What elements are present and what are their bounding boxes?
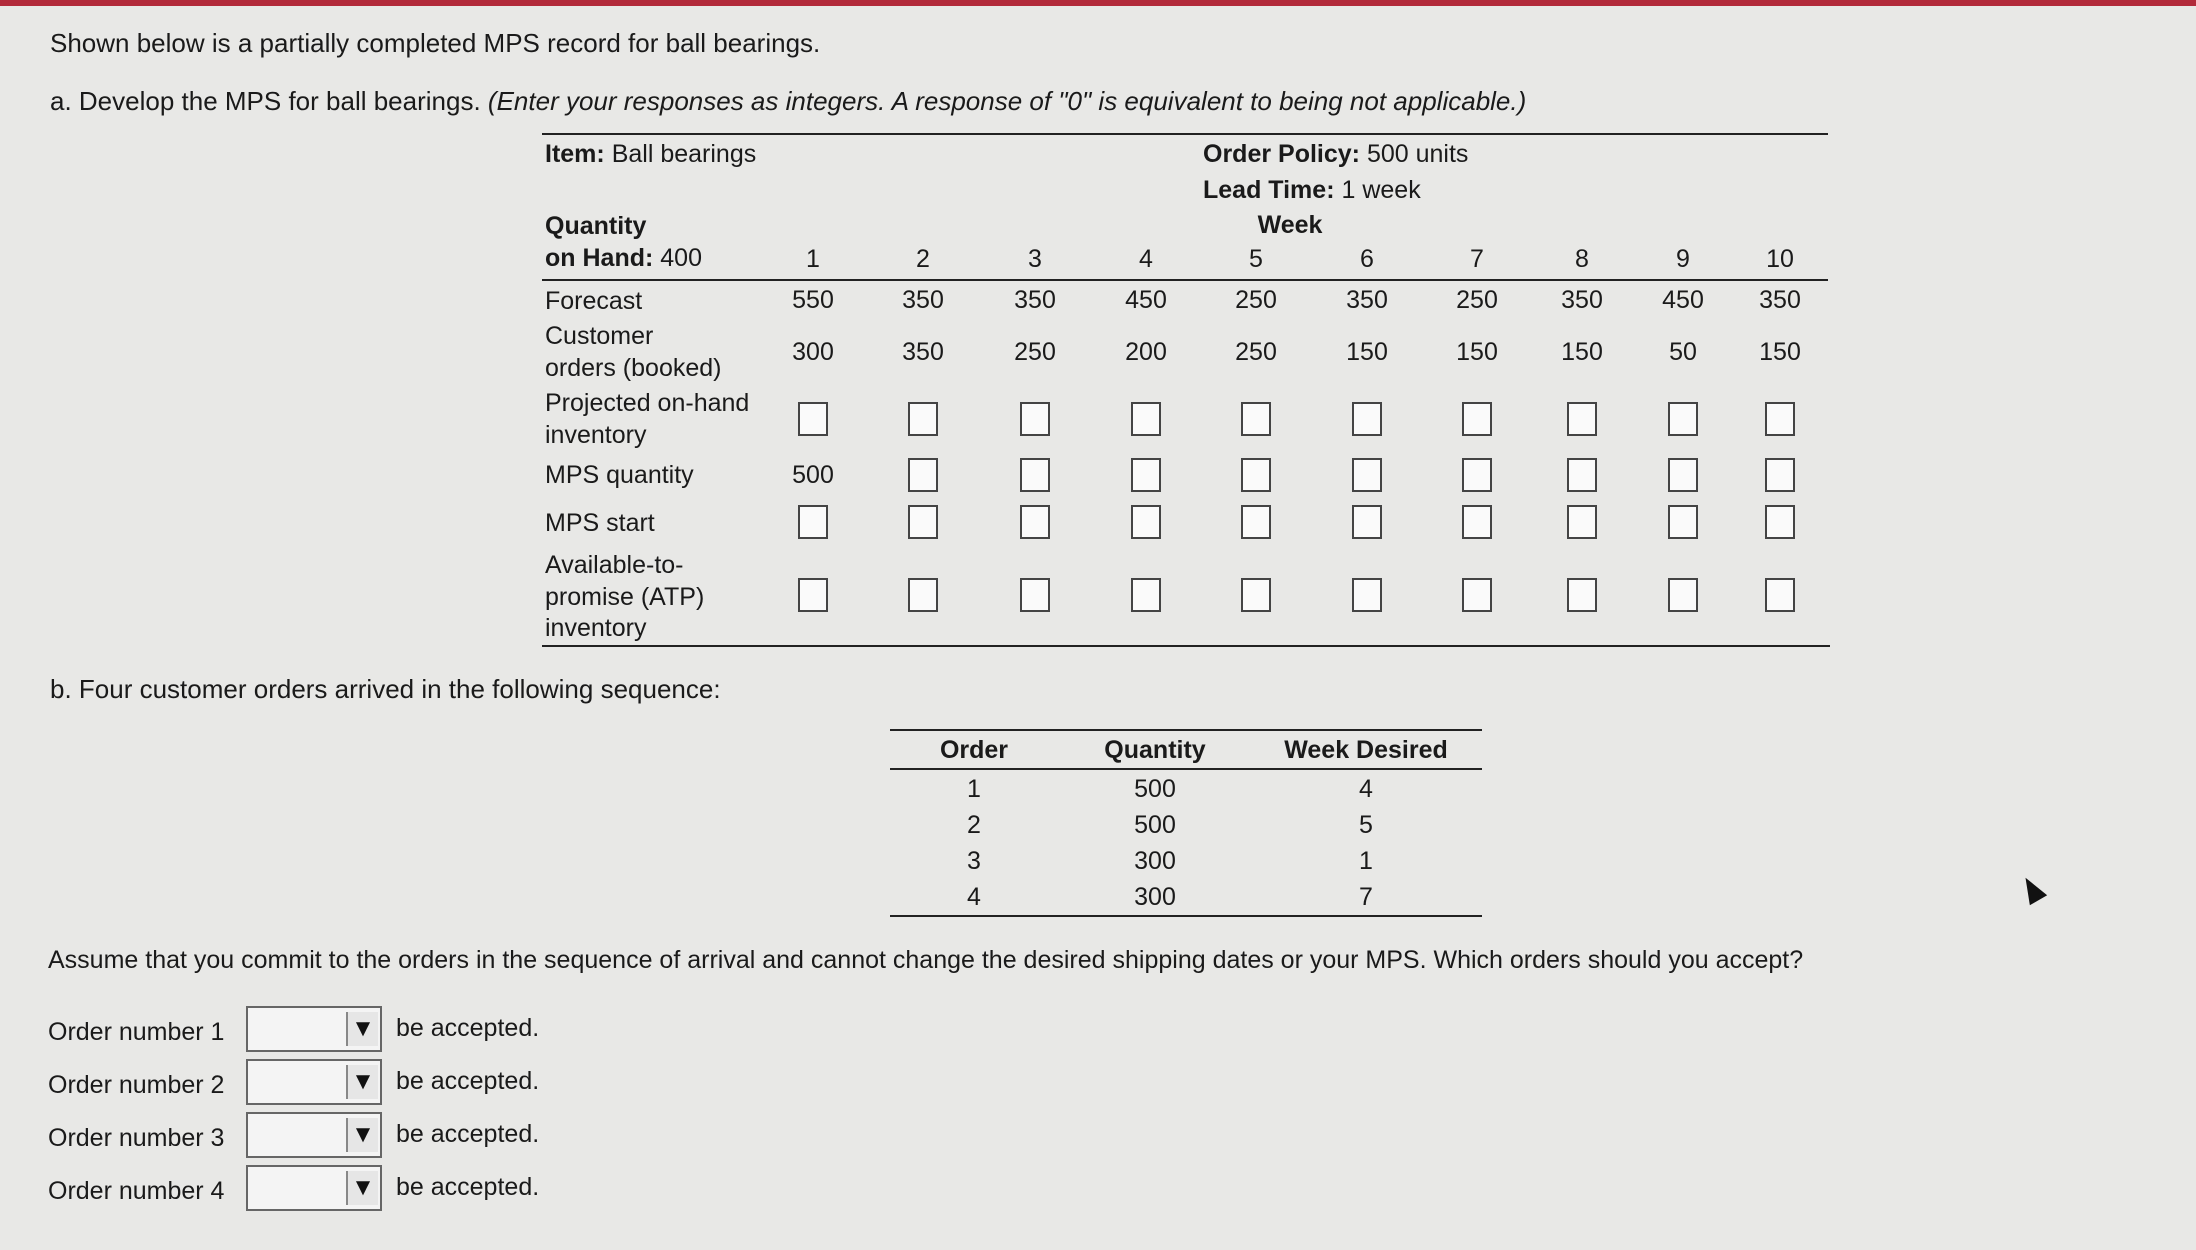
customer-orders-value: 300 xyxy=(792,338,834,366)
mps-start-input[interactable] xyxy=(908,505,938,539)
order-week-desired: 1 xyxy=(1359,847,1373,875)
forecast-value: 450 xyxy=(1662,286,1704,314)
mps-quantity-input[interactable] xyxy=(1352,458,1382,492)
order-policy-label: Order Policy: xyxy=(1203,140,1360,168)
question-text: Assume that you commit to the orders in the sequence of arrival and cannot change the desired shipping dates or your MPS. Which orders should you accept? xyxy=(48,946,1804,974)
qoh-line1: Quantity xyxy=(545,212,647,240)
mps-quantity-input[interactable] xyxy=(1131,458,1161,492)
poh-label-1: Projected on-hand xyxy=(545,389,750,417)
projected-on-hand-input[interactable] xyxy=(1462,402,1492,436)
table-top-rule xyxy=(542,133,1828,135)
week-number: 8 xyxy=(1575,245,1589,273)
header-rule xyxy=(542,279,1828,281)
order-week-desired: 4 xyxy=(1359,775,1373,803)
projected-on-hand-input[interactable] xyxy=(908,402,938,436)
order-policy-field xyxy=(1203,140,1468,169)
order-quantity: 500 xyxy=(1134,811,1176,839)
order-number: 3 xyxy=(967,847,981,875)
atp-input[interactable] xyxy=(1668,578,1698,612)
customer-orders-value: 50 xyxy=(1669,338,1697,366)
be-accepted-text: be accepted. xyxy=(396,1173,540,1201)
atp-label-1: Available-to- xyxy=(545,551,684,579)
week-header: Week xyxy=(1257,211,1323,239)
atp-input[interactable] xyxy=(1462,578,1492,612)
week-number: 9 xyxy=(1676,245,1690,273)
mps-quantity-input[interactable] xyxy=(1567,458,1597,492)
mps-start-input[interactable] xyxy=(1462,505,1492,539)
order-number-label: Order number 4 xyxy=(48,1177,225,1205)
forecast-value: 550 xyxy=(792,286,834,314)
lead-time-field xyxy=(1203,176,1421,205)
orders-header-week: Week Desired xyxy=(1284,736,1448,764)
mps-quantity-input[interactable] xyxy=(1020,458,1050,492)
be-accepted-text: be accepted. xyxy=(396,1014,540,1042)
order-number-label: Order number 2 xyxy=(48,1071,225,1099)
order-quantity: 500 xyxy=(1134,775,1176,803)
order-policy-value: 500 units xyxy=(1366,140,1469,168)
week-number: 4 xyxy=(1139,245,1153,273)
part-a-prefix: a. Develop the MPS for ball bearings. xyxy=(50,86,481,116)
atp-input[interactable] xyxy=(908,578,938,612)
intro-text: Shown below is a partially completed MPS record for ball bearings. xyxy=(50,28,821,58)
order-4-accept-dropdown[interactable] xyxy=(246,1165,382,1211)
projected-on-hand-input[interactable] xyxy=(1352,402,1382,436)
forecast-value: 250 xyxy=(1235,286,1277,314)
item-label: Item: xyxy=(545,140,605,168)
mouse-cursor-icon xyxy=(2017,873,2047,906)
week-number: 7 xyxy=(1470,245,1484,273)
week-number: 6 xyxy=(1360,245,1374,273)
customer-orders-value: 150 xyxy=(1759,338,1801,366)
part-b-text: b. Four customer orders arrived in the following sequence: xyxy=(50,674,721,704)
projected-on-hand-input[interactable] xyxy=(1020,402,1050,436)
atp-input[interactable] xyxy=(1020,578,1050,612)
forecast-value: 350 xyxy=(1759,286,1801,314)
mps-start-input[interactable] xyxy=(1352,505,1382,539)
mps-qty-label: MPS quantity xyxy=(545,461,694,489)
orders-header-quantity: Quantity xyxy=(1104,736,1206,764)
atp-label-2: promise (ATP) xyxy=(545,583,705,611)
orders-bottom-rule xyxy=(890,915,1482,917)
table-bottom-rule xyxy=(542,645,1830,647)
top-accent-bar xyxy=(0,0,2196,6)
item-field xyxy=(545,140,756,169)
customer-orders-value: 250 xyxy=(1014,338,1056,366)
order-week-desired: 5 xyxy=(1359,811,1373,839)
projected-on-hand-input[interactable] xyxy=(798,402,828,436)
order-week-desired: 7 xyxy=(1359,883,1373,911)
atp-label-3: inventory xyxy=(545,614,647,642)
poh-label-2: inventory xyxy=(545,421,647,449)
order-number-label: Order number 1 xyxy=(48,1018,225,1046)
customer-label-1: Customer xyxy=(545,322,654,350)
order-number: 1 xyxy=(967,775,981,803)
atp-input[interactable] xyxy=(1765,578,1795,612)
projected-on-hand-input[interactable] xyxy=(1131,402,1161,436)
atp-input[interactable] xyxy=(1352,578,1382,612)
mps-quantity-input[interactable] xyxy=(1668,458,1698,492)
qoh-field xyxy=(545,244,702,273)
atp-input[interactable] xyxy=(1241,578,1271,612)
atp-input[interactable] xyxy=(798,578,828,612)
forecast-value: 350 xyxy=(1561,286,1603,314)
forecast-value: 350 xyxy=(1014,286,1056,314)
order-quantity: 300 xyxy=(1134,847,1176,875)
order-3-accept-dropdown[interactable] xyxy=(246,1112,382,1158)
customer-orders-value: 200 xyxy=(1125,338,1167,366)
order-2-accept-dropdown[interactable] xyxy=(246,1059,382,1105)
mps-quantity-input[interactable] xyxy=(1765,458,1795,492)
mps-quantity-input[interactable] xyxy=(908,458,938,492)
mps-quantity-input[interactable] xyxy=(1241,458,1271,492)
order-number: 4 xyxy=(967,883,981,911)
mps-start-input[interactable] xyxy=(1241,505,1271,539)
mps-start-input[interactable] xyxy=(1020,505,1050,539)
week-number: 5 xyxy=(1249,245,1263,273)
dropdown-arrow-icon: ▼ xyxy=(346,1171,378,1205)
mps-start-input[interactable] xyxy=(798,505,828,539)
item-value: Ball bearings xyxy=(611,140,757,168)
customer-orders-value: 150 xyxy=(1346,338,1388,366)
dropdown-arrow-icon: ▼ xyxy=(346,1012,378,1046)
dropdown-arrow-icon: ▼ xyxy=(346,1065,378,1099)
week-number: 10 xyxy=(1766,245,1794,273)
forecast-label: Forecast xyxy=(545,287,643,315)
atp-input[interactable] xyxy=(1567,578,1597,612)
orders-top-rule xyxy=(890,729,1482,731)
lead-time-label: Lead Time: xyxy=(1203,176,1335,204)
dropdown-arrow-icon: ▼ xyxy=(346,1118,378,1152)
part-a-text xyxy=(50,86,1526,117)
order-number-label: Order number 3 xyxy=(48,1124,225,1152)
mps-start-input[interactable] xyxy=(1131,505,1161,539)
customer-orders-value: 150 xyxy=(1561,338,1603,366)
be-accepted-text: be accepted. xyxy=(396,1120,540,1148)
week-number: 3 xyxy=(1028,245,1042,273)
mps-quantity-input[interactable] xyxy=(1462,458,1492,492)
forecast-value: 350 xyxy=(902,286,944,314)
lead-time-value: 1 week xyxy=(1341,176,1421,204)
qoh-value: 400 xyxy=(660,244,702,272)
order-quantity: 300 xyxy=(1134,883,1176,911)
forecast-value: 350 xyxy=(1346,286,1388,314)
qoh-label: on Hand: xyxy=(545,244,654,272)
be-accepted-text: be accepted. xyxy=(396,1067,540,1095)
part-a-instruction: (Enter your responses as integers. A response of "0" is equivalent to being not applicable.) xyxy=(487,86,1527,116)
orders-header-rule xyxy=(890,768,1482,770)
customer-label-2: orders (booked) xyxy=(545,354,722,382)
mps-start-input[interactable] xyxy=(1765,505,1795,539)
atp-input[interactable] xyxy=(1131,578,1161,612)
projected-on-hand-input[interactable] xyxy=(1765,402,1795,436)
customer-orders-value: 150 xyxy=(1456,338,1498,366)
forecast-value: 450 xyxy=(1125,286,1167,314)
customer-orders-value: 350 xyxy=(902,338,944,366)
order-1-accept-dropdown[interactable] xyxy=(246,1006,382,1052)
mps-start-input[interactable] xyxy=(1567,505,1597,539)
projected-on-hand-input[interactable] xyxy=(1668,402,1698,436)
projected-on-hand-input[interactable] xyxy=(1567,402,1597,436)
order-number: 2 xyxy=(967,811,981,839)
orders-header-order: Order xyxy=(939,736,1009,764)
projected-on-hand-input[interactable] xyxy=(1241,402,1271,436)
mps-start-input[interactable] xyxy=(1668,505,1698,539)
week-number: 2 xyxy=(916,245,930,273)
customer-orders-value: 250 xyxy=(1235,338,1277,366)
forecast-value: 250 xyxy=(1456,286,1498,314)
mps-start-label: MPS start xyxy=(545,509,655,537)
week-number: 1 xyxy=(806,245,820,273)
mps-qty-week1: 500 xyxy=(792,461,834,489)
